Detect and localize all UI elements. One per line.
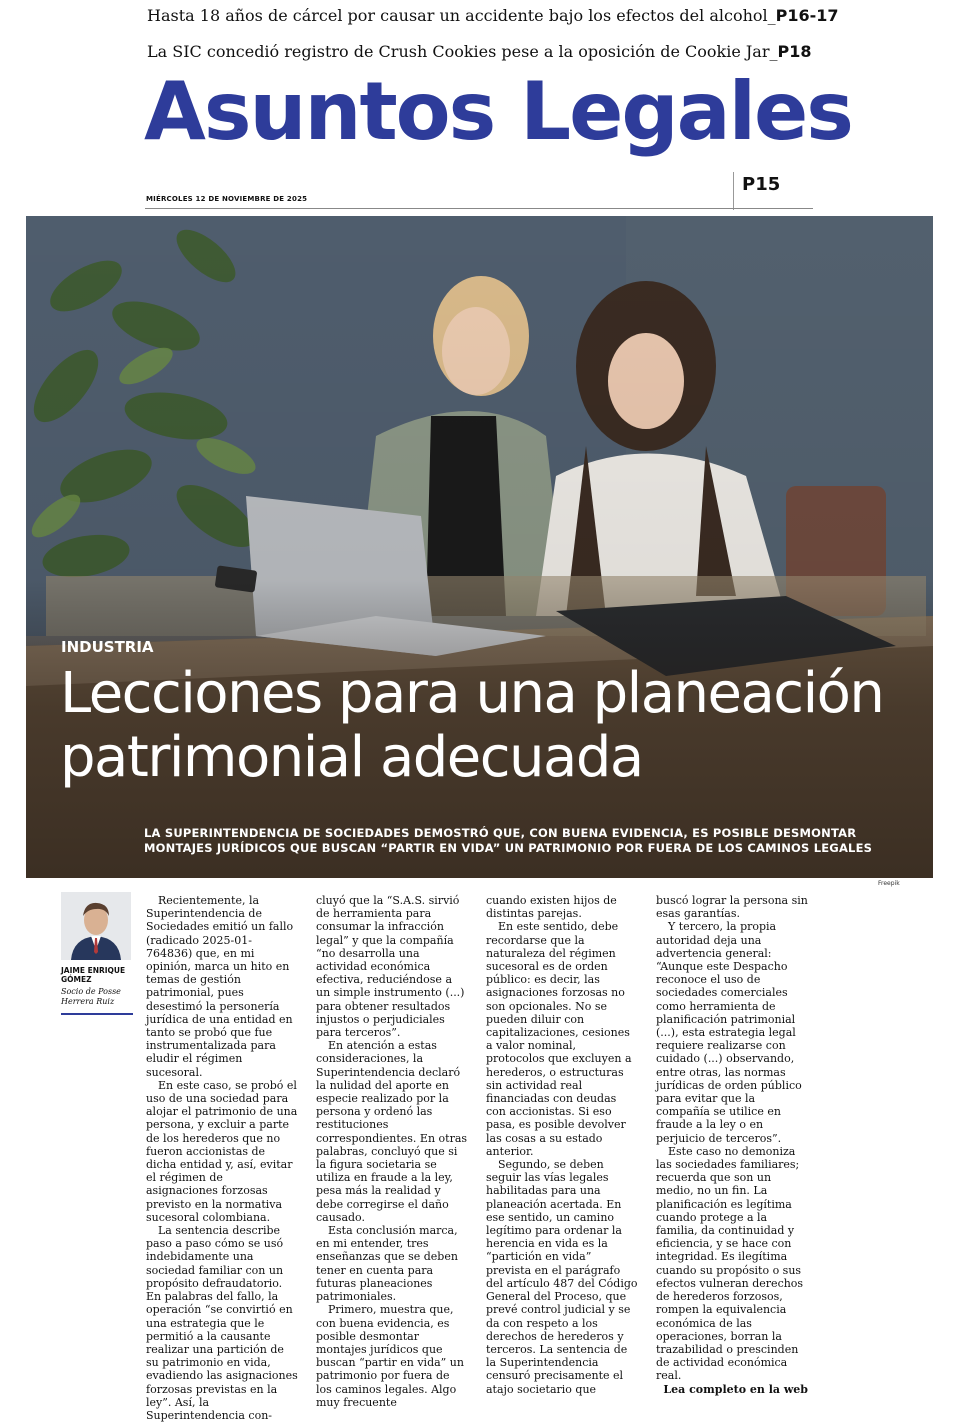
page-number: P15 <box>742 174 781 195</box>
paragraph: Esta conclusión marca, en mi entender, tres enseñanzas que se deben tener en cuenta para futuras planeaciones patrimoniales. <box>316 1224 458 1304</box>
paragraph: cuando existen hijos de distintas parejas. <box>486 894 617 921</box>
paragraph: En este sentido, debe recordarse que la naturaleza del régimen sucesoral es de orden público: es decir, las asignaciones forzosas no son opcionales. No se pueden diluir con capitalizaciones, cesiones a valor nominal, protocolos que excluyen a herederos, o estructuras sin actividad real financiadas con deudas con accionistas. Si eso pasa, es posible devolver las cosas a su estado anterior. <box>486 920 632 1158</box>
publication-date: MIÉRCOLES 12 DE NOVIEMBRE DE 2025 <box>146 195 308 203</box>
page-number-divider <box>733 172 734 210</box>
article-column-3 <box>486 894 638 1396</box>
lead-photo <box>26 216 933 878</box>
author-name: JAIME ENRIQUE GÓMEZ <box>61 966 126 984</box>
teaser-2-page: P18 <box>777 42 812 61</box>
article-column-2 <box>316 894 468 1409</box>
teaser-1-page: P16-17 <box>775 6 839 25</box>
paragraph: Este caso no demoniza las sociedades familiares; recuerda que son un medio, no un fin. La planificación es legítima cuando protege a la familia, da continuidad y eficiencia, y se hace con integridad. Es ilegítima cuando su propósito o sus efectos vulneran derechos de herederos forzosos, rompen la equivalencia económica de las operaciones, borran la trazabilidad o prescinden de actividad económica real. <box>656 1144 804 1383</box>
teaser-1[interactable] <box>147 6 839 25</box>
read-more-link[interactable]: Lea completo en la web <box>663 1382 808 1396</box>
article-headline: Lecciones para una planeación patrimonial adecuada <box>60 661 884 790</box>
teaser-1-text: Hasta 18 años de cárcel por causar un accidente bajo los efectos del alcohol_ <box>147 6 776 25</box>
author-role: Socio de Posse Herrera Ruiz <box>61 987 121 1006</box>
paragraph: buscó lograr la persona sin esas garantías. <box>656 894 808 921</box>
paragraph: Primero, muestra que, con buena evidencia, es posible desmontar montajes jurídicos que buscan “partir en vida” un patrimonio por fuera de los caminos legales. Algo muy frecuente <box>316 1303 464 1409</box>
article-kicker: INDUSTRIA <box>61 638 154 656</box>
author-divider <box>61 1013 133 1015</box>
paragraph: La sentencia describe paso a paso cómo se usó indebidamente una sociedad familiar con un propósito defraudatorio. En palabras del fallo, la operación “se convirtió en una estrategia que le permitió a la causante realizar una partición de su patrimonio en vida, evadiendo las asignaciones forzosas previstas en la ley”. Así, la Superintendencia con- <box>146 1224 298 1422</box>
author-portrait-icon <box>61 892 131 960</box>
paragraph: En atención a estas consideraciones, la Superintendencia declaró la nulidad del aporte en especie realizado por la persona y ordenó las restituciones correspondientes. En otras palabras, concluyó que si la figura societaria se utiliza en fraude a la ley, pesa más la realidad y debe corregirse el daño causado. <box>316 1039 468 1224</box>
article-column-1 <box>146 894 298 1422</box>
paragraph: Y tercero, la propia autoridad deja una advertencia general: “Aunque este Despacho reconoce el uso de sociedades comerciales como herramienta de planificación patrimonial (...), esta estrategia legal requiere realizarse con cuidado (...) observando, entre otras, las normas jurídicas de orden público para evitar que la compañía se utilice en fraude a la ley o en perjuicio de terceros”. <box>656 920 802 1145</box>
masthead-rule <box>145 208 813 209</box>
section-masthead: Asuntos Legales <box>144 65 852 158</box>
paragraph: Recientemente, la Superintendencia de Sociedades emitió un fallo (radicado 2025-01-764836) que, en mi opinión, marca un hito en temas de gestión patrimonial, pues desestimó la personería jurídica de una entidad en tanto se probó que fue instrumentalizada para eludir el régimen sucesoral. <box>146 894 294 1079</box>
teaser-2-text: La SIC concedió registro de Crush Cookies pese a la oposición de Cookie Jar_ <box>147 42 778 61</box>
teaser-2[interactable] <box>147 42 811 61</box>
author-avatar <box>61 892 131 960</box>
article-deck: LA SUPERINTENDENCIA DE SOCIEDADES DEMOSTRÓ QUE, CON BUENA EVIDENCIA, ES POSIBLE DESMONTAR MONTAJES JURÍDICOS QUE BUSCAN “PARTIR EN VIDA” UN PATRIMONIO POR FUERA DE LOS CAMINOS LEGALES <box>144 826 873 855</box>
article-column-4 <box>656 894 808 1396</box>
paragraph: Segundo, se deben seguir las vías legales habilitadas para una planeación acertada. En ese sentido, un camino legítimo para ordenar la herencia en vida es la “partición en vida” prevista en el parágrafo del artículo 487 del Código General del Proceso, que prevé control judicial y se da con respeto a los derechos de herederos y terceros. La sentencia de la Superintendencia censuró precisamente el atajo societario que <box>486 1158 638 1396</box>
paragraph: cluyó que la “S.A.S. sirvió de herramienta para consumar la infracción legal” y que la compañía “no desarrolla una actividad económica efectiva, reduciéndose a un simple instrumento (...) para obtener resultados injustos o perjudiciales para terceros”. <box>316 894 465 1040</box>
photo-credit: Freepik <box>878 880 900 887</box>
paragraph: En este caso, se probó el uso de una sociedad para alojar el patrimonio de una persona, y excluir a parte de los herederos que no fueron accionistas de dicha entidad y, así, evitar el régimen de asignaciones forzosas previsto en la normativa sucesoral colombiana. <box>146 1078 298 1224</box>
